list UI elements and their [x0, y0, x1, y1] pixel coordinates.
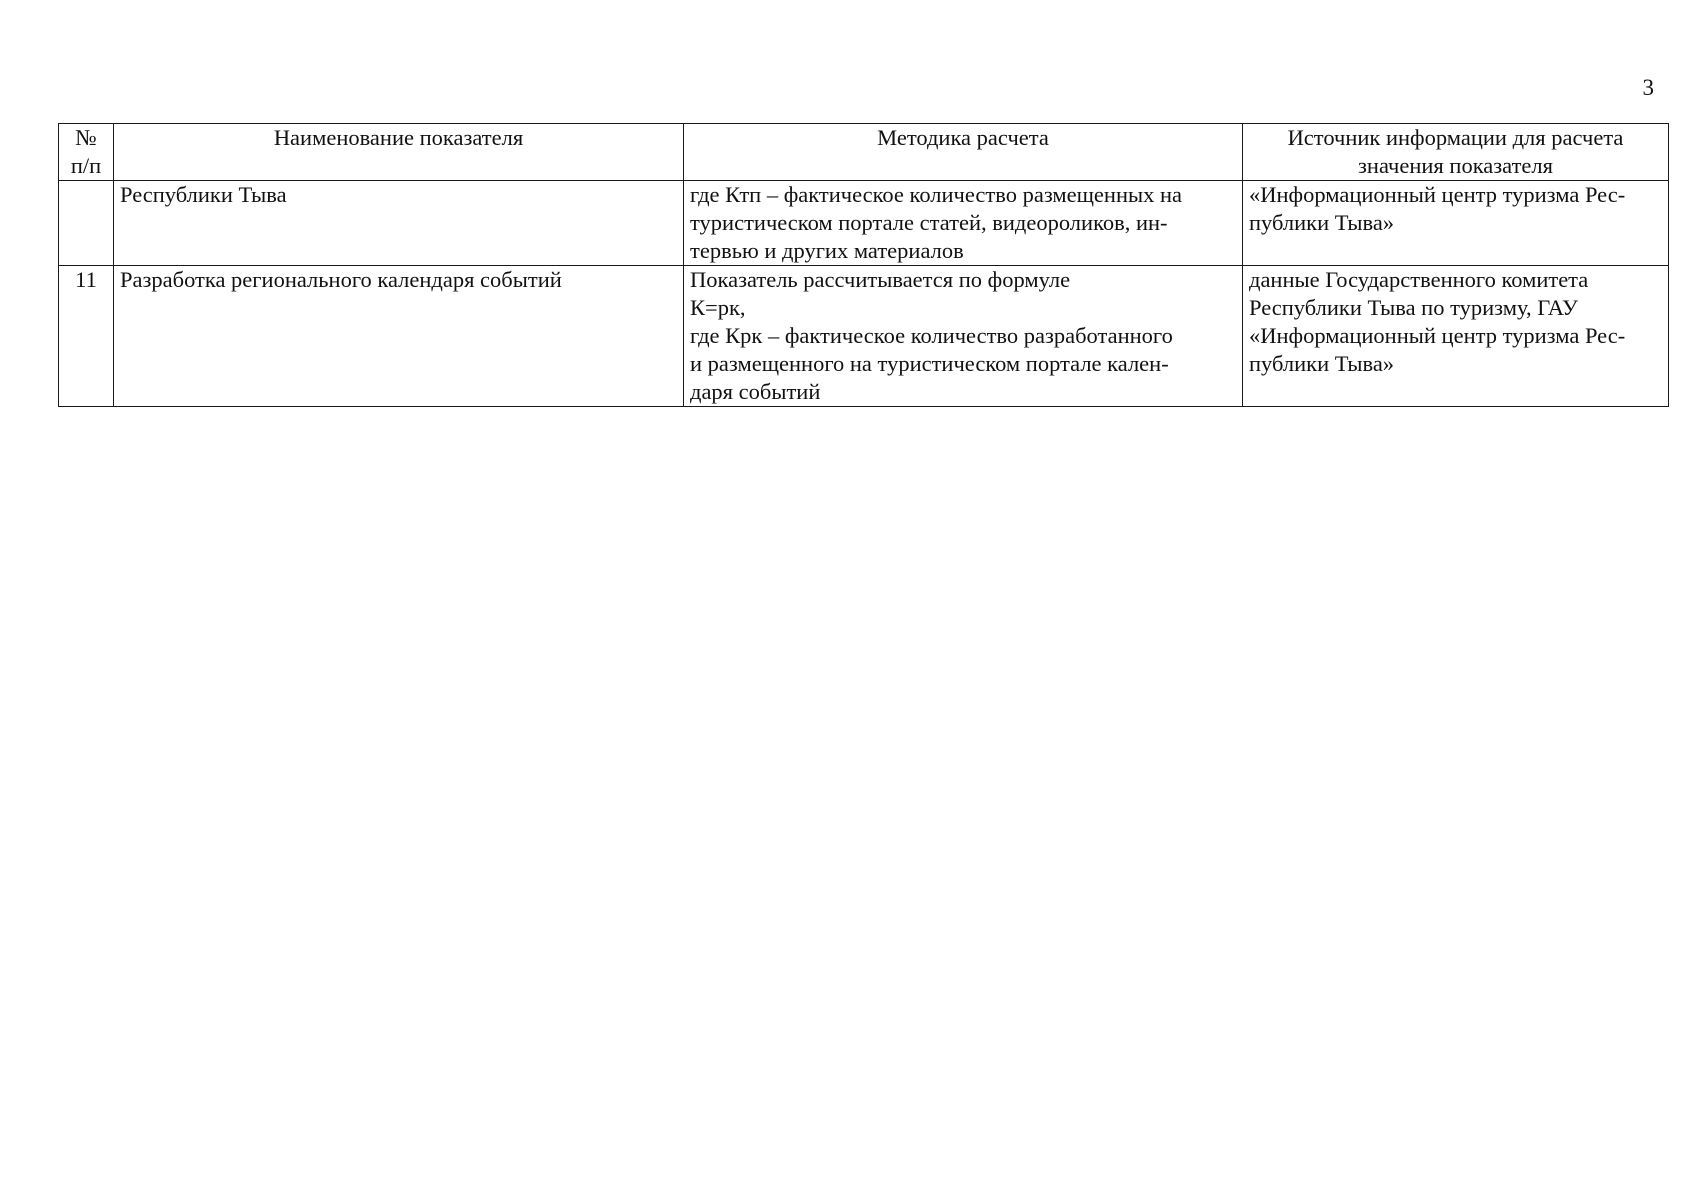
row-number [59, 181, 114, 266]
header-source: Источник информации для расчета значения показателя [1243, 124, 1669, 181]
header-name: Наименование показателя [114, 124, 684, 181]
table-header-row [59, 124, 1669, 181]
row-source: «Информационный центр туризма Рес- публики Тыва» [1243, 181, 1669, 266]
header-number: № п/п [59, 124, 114, 181]
table-row [59, 266, 1669, 407]
row-method: Показатель рассчитывается по формуле К=рк, где Крк – фактическое количество разработанного и размещенного на туристическом портале кален- даря событий [684, 266, 1243, 407]
row-name: Республики Тыва [114, 181, 684, 266]
header-method: Методика расчета [684, 124, 1243, 181]
row-method: где Ктп – фактическое количество размещенных на туристическом портале статей, видеороликов, ин- тервью и других материалов [684, 181, 1243, 266]
row-source: данные Государственного комитета Республики Тыва по туризму, ГАУ «Информационный центр туризма Рес- публики Тыва» [1243, 266, 1669, 407]
indicators-table [58, 123, 1669, 407]
table-row [59, 181, 1669, 266]
row-name: Разработка регионального календаря событий [114, 266, 684, 407]
row-number: 11 [59, 266, 114, 407]
page-number: 3 [1642, 75, 1654, 100]
